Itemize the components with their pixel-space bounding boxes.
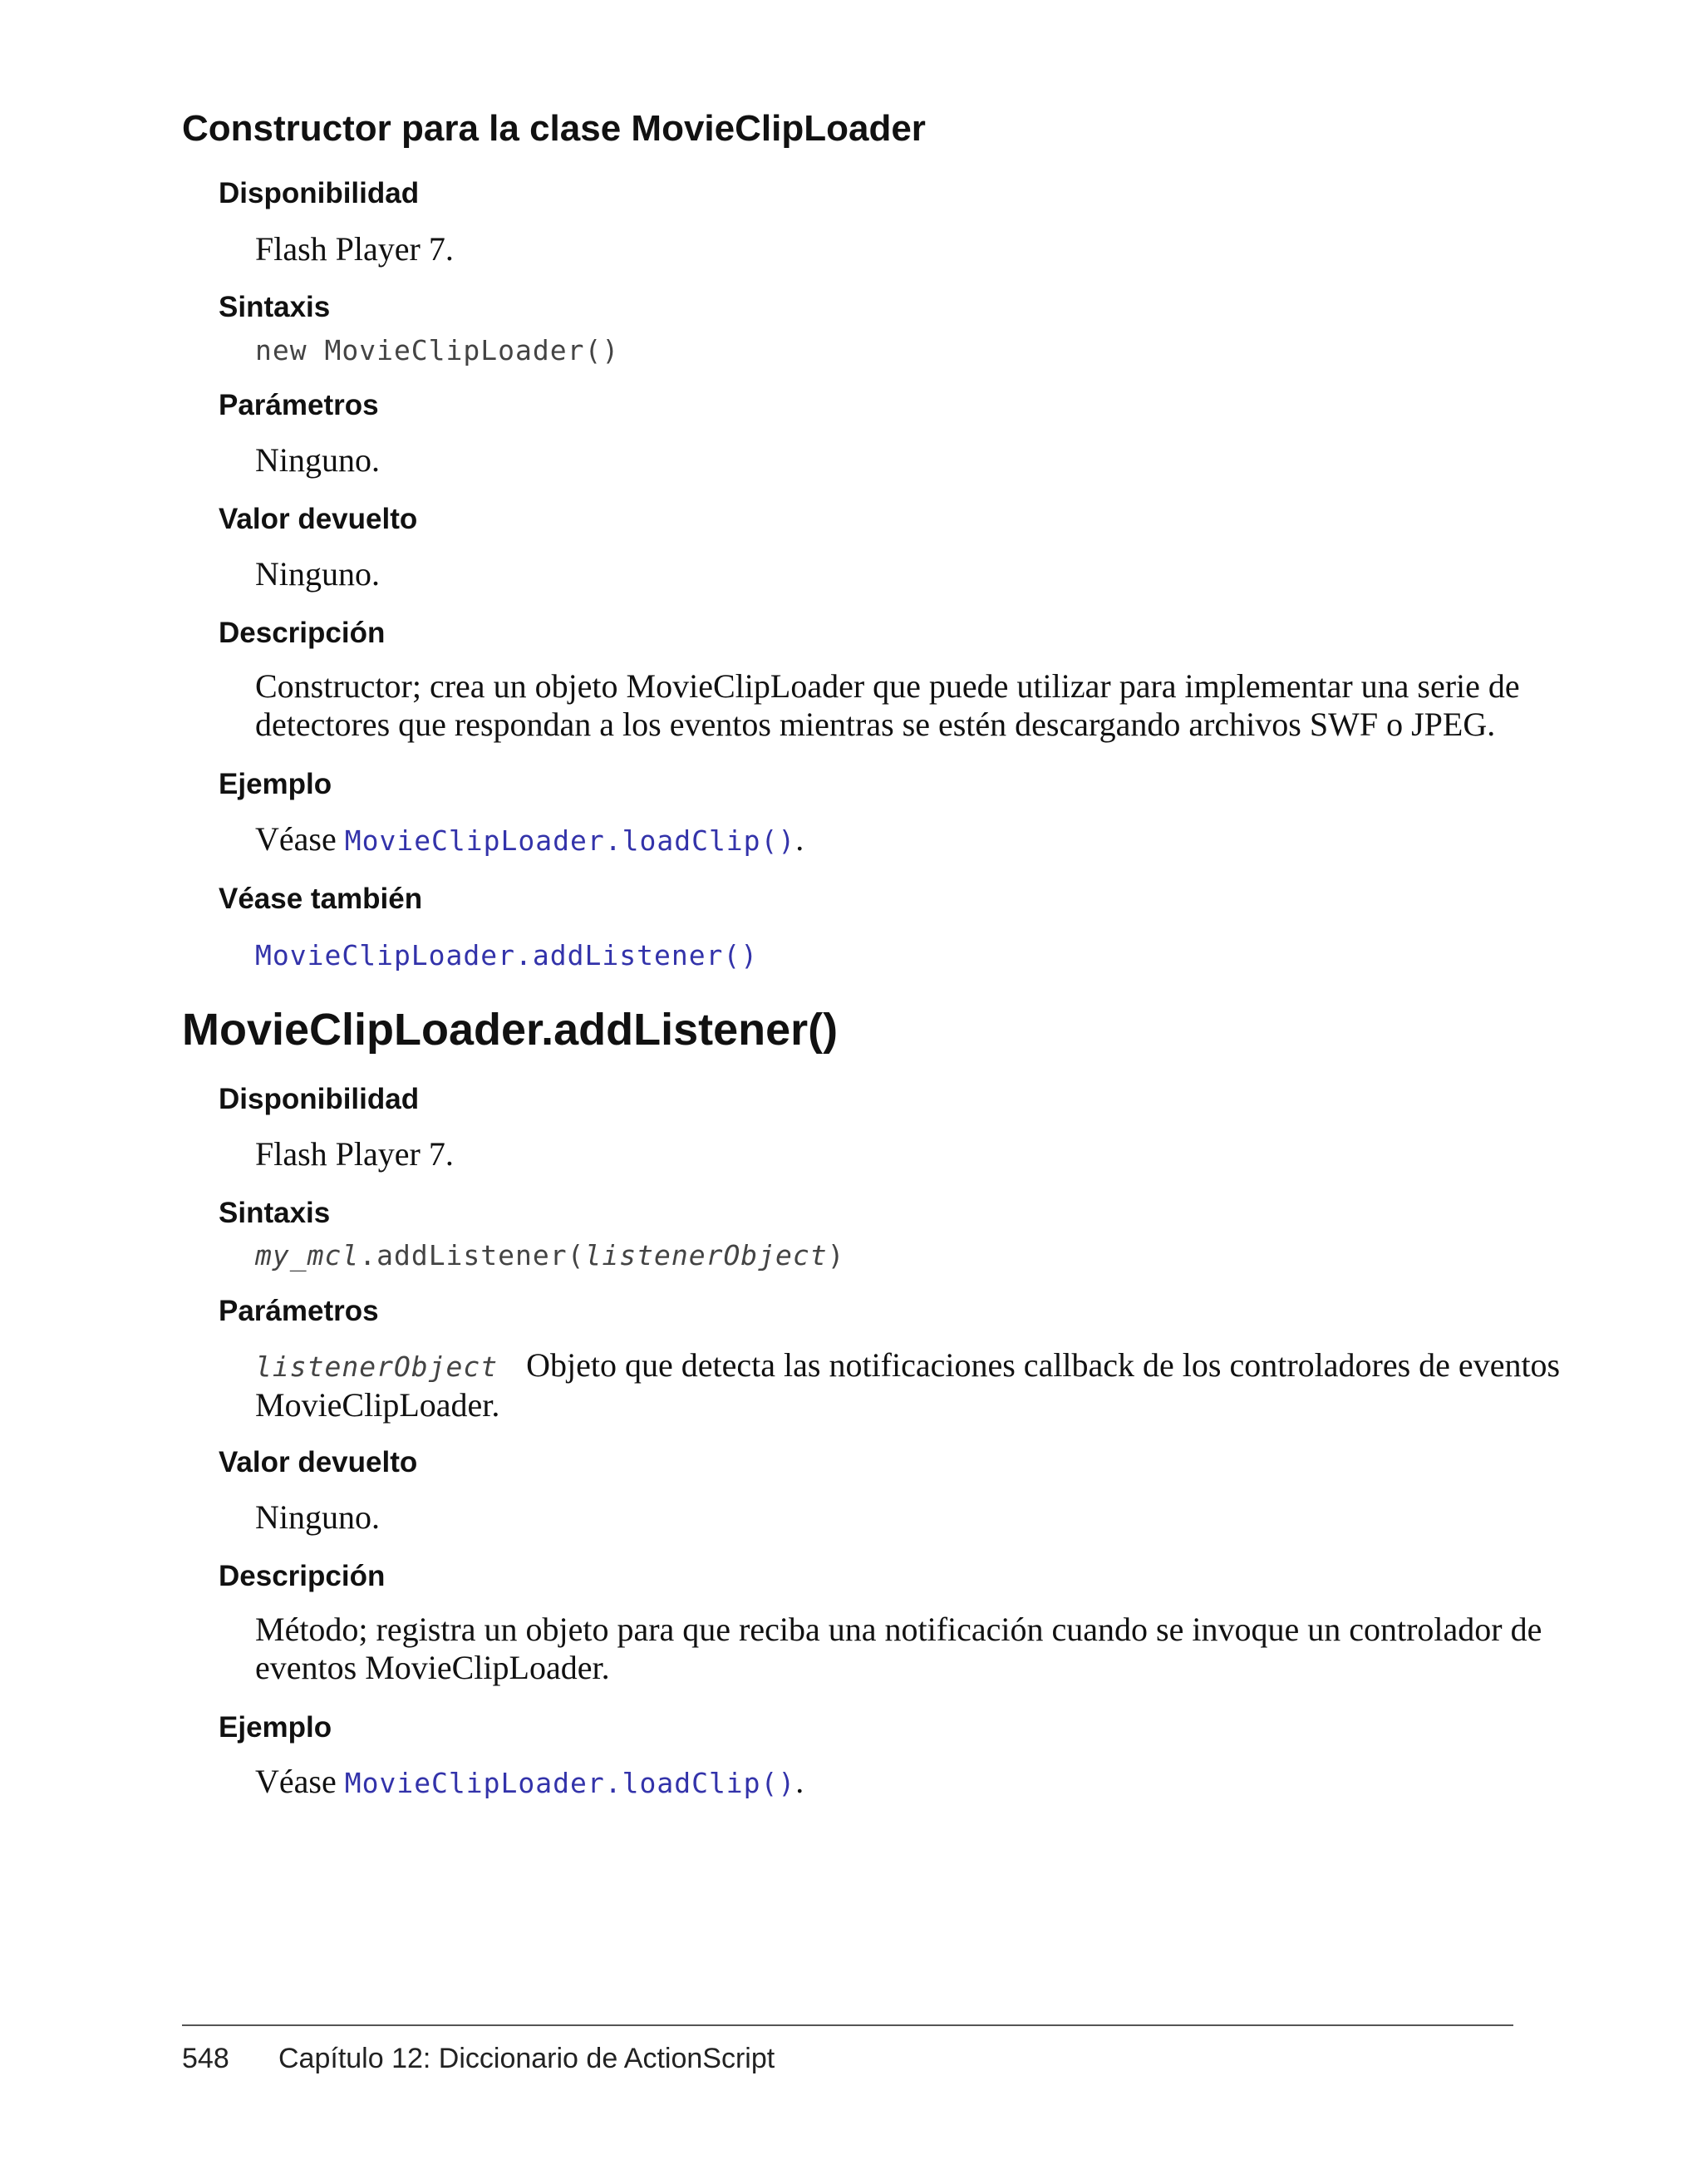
example-link[interactable]: MovieClipLoader.loadClip() — [344, 824, 796, 857]
footer-divider — [182, 2024, 1513, 2026]
heading-returns: Valor devuelto — [219, 503, 418, 535]
example-line — [255, 819, 804, 858]
syntax-code: new MovieClipLoader() — [255, 334, 620, 366]
syntax-param: listenerObject — [584, 1239, 828, 1272]
heading-syntax: Sintaxis — [219, 1197, 331, 1229]
heading-availability: Disponibilidad — [219, 1083, 420, 1115]
heading-description: Descripción — [219, 617, 386, 649]
parameters-text: Ninguno. — [255, 441, 380, 479]
heading-example: Ejemplo — [219, 1711, 332, 1744]
chapter-title: Capítulo 12: Diccionario de ActionScript — [278, 2043, 775, 2074]
example-line — [255, 1762, 804, 1801]
heading-syntax: Sintaxis — [219, 291, 331, 323]
example-suffix: . — [795, 820, 804, 858]
syntax-code — [255, 1239, 845, 1272]
availability-text: Flash Player 7. — [255, 1135, 454, 1173]
heading-example: Ejemplo — [219, 768, 332, 800]
parameter-entry — [255, 1346, 1610, 1424]
syntax-close: ) — [827, 1239, 845, 1272]
heading-availability: Disponibilidad — [219, 177, 420, 209]
availability-text: Flash Player 7. — [255, 230, 454, 268]
heading-parameters: Parámetros — [219, 1295, 379, 1327]
see-also-link[interactable]: MovieClipLoader.addListener() — [255, 939, 759, 971]
example-link[interactable]: MovieClipLoader.loadClip() — [344, 1767, 796, 1799]
section-title-constructor: Constructor para la clase MovieClipLoader — [182, 108, 926, 149]
example-suffix: . — [795, 1763, 804, 1800]
description-text: Método; registra un objeto para que reciba una notificación cuando se invoque un controlador de eventos MovieClipLoader. — [255, 1611, 1542, 1686]
section-title-method: MovieClipLoader.addListener() — [182, 1005, 839, 1055]
example-prefix: Véase — [255, 820, 345, 858]
syntax-object: my_mcl — [255, 1239, 360, 1272]
heading-description: Descripción — [219, 1560, 386, 1592]
returns-text: Ninguno. — [255, 555, 380, 593]
example-prefix: Véase — [255, 1763, 345, 1800]
heading-see-also: Véase también — [219, 883, 423, 915]
description-text: Constructor; crea un objeto MovieClipLoader que puede utilizar para implementar una serie de detectores que respondan a los eventos mientras se estén descargando archivos SWF o JPEG. — [255, 667, 1520, 743]
param-name: listenerObject — [255, 1350, 499, 1383]
returns-text: Ninguno. — [255, 1498, 380, 1536]
heading-parameters: Parámetros — [219, 389, 379, 421]
syntax-method: .addListener( — [359, 1239, 585, 1272]
page-number: 548 — [182, 2043, 229, 2074]
param-description: Objeto que detecta las notificaciones callback de los controladores de eventos MovieClipLoader. — [255, 1346, 1561, 1424]
heading-returns: Valor devuelto — [219, 1446, 418, 1478]
